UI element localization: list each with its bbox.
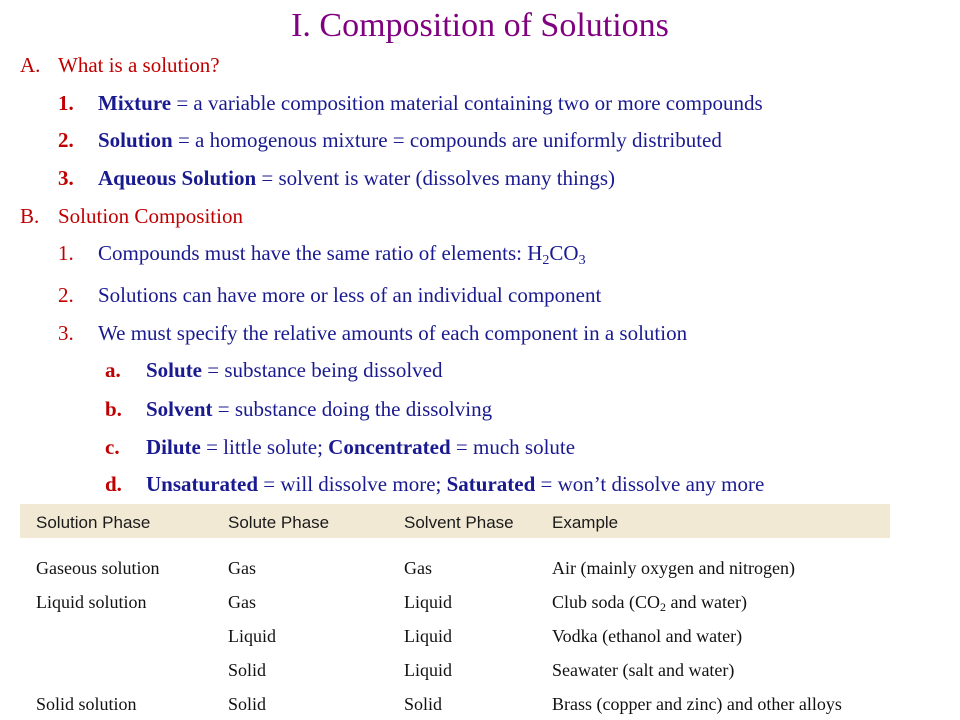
list-marker: c. xyxy=(105,435,120,459)
subscript: 2 xyxy=(542,253,550,268)
section-a-item-3 xyxy=(58,165,615,191)
section-b-item-2 xyxy=(58,282,601,308)
table-cell: Liquid xyxy=(228,626,276,646)
subitem-c xyxy=(105,434,575,460)
slide-title: I. Composition of Solutions xyxy=(291,7,669,44)
list-marker: 1. xyxy=(58,241,74,265)
section-b-item-3 xyxy=(58,320,687,346)
definition: = little solute; xyxy=(200,435,329,459)
subscript: 3 xyxy=(578,253,586,268)
section-b xyxy=(20,203,243,229)
table-cell: Solid xyxy=(228,660,267,680)
list-marker: d. xyxy=(105,472,122,496)
section-a-marker: A. xyxy=(20,53,41,77)
definition: = a variable composition material containing two or more compounds xyxy=(171,91,763,115)
term-solution: Solution xyxy=(98,128,173,152)
list-marker: b. xyxy=(105,397,122,421)
table-cell: Liquid xyxy=(404,592,452,612)
definition: = a homogenous mixture = compounds are uniformly distributed xyxy=(172,128,722,152)
item-text: We must specify the relative amounts of each component in a solution xyxy=(98,321,688,345)
term-aqueous-solution: Aqueous Solution xyxy=(98,166,257,190)
section-a-item-2 xyxy=(58,127,722,153)
definition: = substance being dissolved xyxy=(202,358,443,382)
section-a-heading: What is a solution? xyxy=(58,53,220,77)
subitem-d xyxy=(105,471,764,497)
table-cell: Gas xyxy=(404,558,432,578)
table-cell: Gaseous solution xyxy=(36,558,160,578)
cell-text: Club soda (CO xyxy=(552,592,660,612)
section-a xyxy=(20,52,220,78)
definition: = substance doing the dissolving xyxy=(212,397,493,421)
cell-text: and water) xyxy=(666,592,747,612)
subitem-b xyxy=(105,396,492,422)
table-cell: Solid solution xyxy=(36,694,137,714)
column-header: Solute Phase xyxy=(228,513,330,532)
table-cell: Liquid xyxy=(404,626,452,646)
table-cell: Vodka (ethanol and water) xyxy=(552,626,743,646)
table-cell: Solid xyxy=(228,694,267,714)
term-solvent: Solvent xyxy=(146,397,213,421)
solution-types-table xyxy=(20,500,960,720)
term-concentrated: Concentrated xyxy=(328,435,451,459)
subitem-a xyxy=(105,357,443,383)
term-mixture: Mixture xyxy=(98,91,172,115)
section-b-marker: B. xyxy=(20,204,40,228)
section-b-item-1 xyxy=(58,240,586,266)
table-cell: Air (mainly oxygen and nitrogen) xyxy=(552,558,795,578)
subscript: 2 xyxy=(660,600,666,614)
column-header: Solution Phase xyxy=(36,513,151,532)
definition: = will dissolve more; xyxy=(258,472,447,496)
list-marker: 1. xyxy=(58,91,74,115)
term-dilute: Dilute xyxy=(146,435,201,459)
definition: = won’t dissolve any more xyxy=(535,472,765,496)
item-text: Solutions can have more or less of an individual component xyxy=(98,283,602,307)
section-a-item-1 xyxy=(58,90,763,116)
definition: = solvent is water (dissolves many things) xyxy=(256,166,616,190)
list-marker: 2. xyxy=(58,128,74,152)
term-saturated: Saturated xyxy=(446,472,536,496)
definition: = much solute xyxy=(450,435,576,459)
table-cell: Brass (copper and zinc) and other alloys xyxy=(552,694,842,714)
term-solute: Solute xyxy=(146,358,203,382)
term-unsaturated: Unsaturated xyxy=(146,472,259,496)
list-marker: 2. xyxy=(58,283,74,307)
list-marker: 3. xyxy=(58,166,74,190)
table-cell: Gas xyxy=(228,558,256,578)
table-cell: Liquid solution xyxy=(36,592,147,612)
formula-part: CO xyxy=(549,241,579,265)
table-header-row xyxy=(20,504,890,538)
section-b-heading: Solution Composition xyxy=(58,204,243,228)
list-marker: a. xyxy=(105,358,121,382)
table-cell xyxy=(552,592,747,613)
item-text: Compounds must have the same ratio of elements: H xyxy=(98,241,543,265)
table-cell: Liquid xyxy=(404,660,452,680)
list-marker: 3. xyxy=(58,321,74,345)
table-cell: Gas xyxy=(228,592,256,612)
table-cell: Seawater (salt and water) xyxy=(552,660,735,680)
column-header: Solvent Phase xyxy=(404,513,514,532)
column-header: Example xyxy=(552,513,619,532)
table-cell: Solid xyxy=(404,694,443,714)
